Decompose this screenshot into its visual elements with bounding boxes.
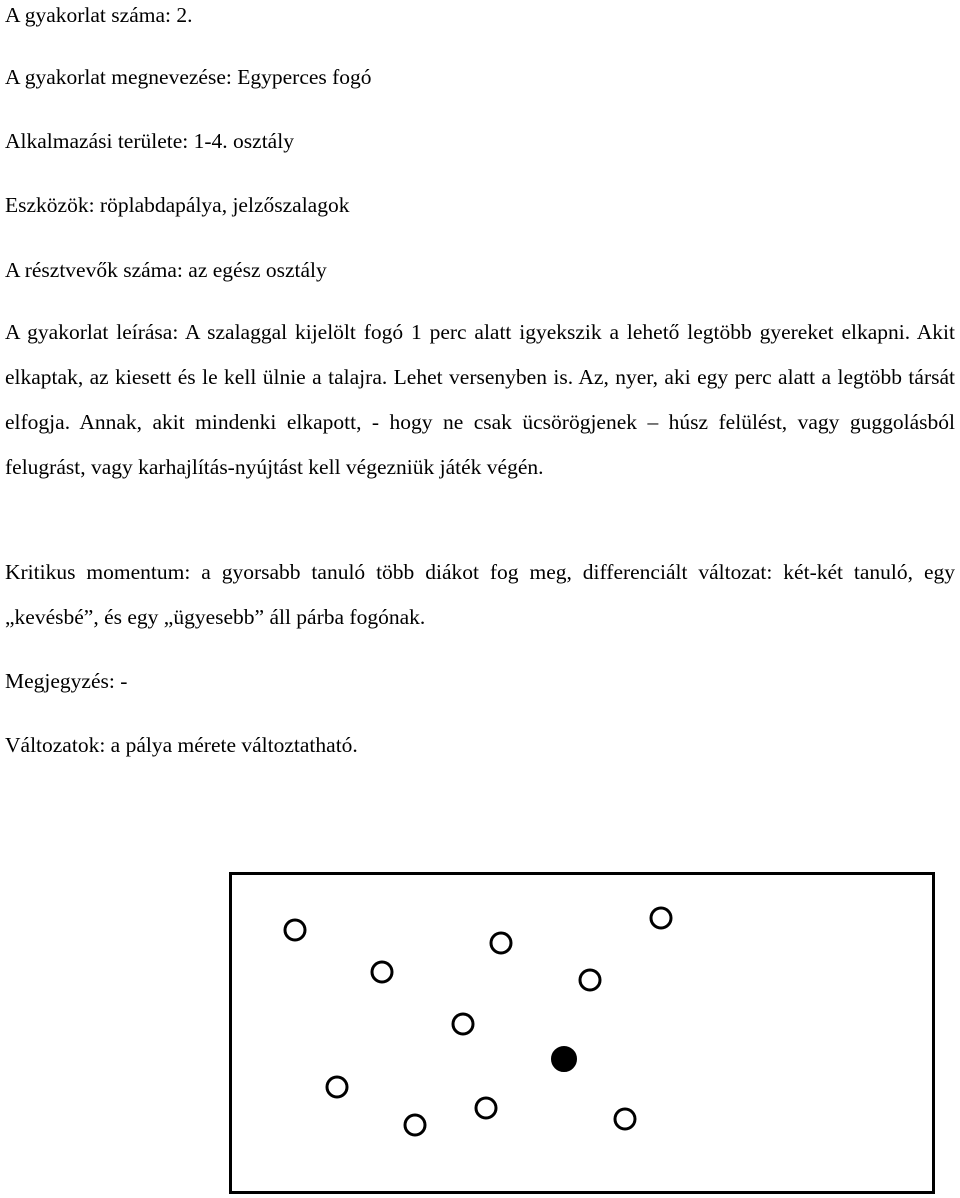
exercise-name: A gyakorlat megnevezése: Egyperces fogó [5, 65, 372, 89]
player-marker [405, 1115, 425, 1135]
player-marker [327, 1077, 347, 1097]
note: Megjegyzés: - [5, 669, 128, 693]
player-marker [476, 1098, 496, 1118]
player-marker [285, 920, 305, 940]
player-marker [491, 933, 511, 953]
player-marker [651, 908, 671, 928]
playing-field-diagram [229, 872, 935, 1194]
exercise-description: A gyakorlat leírása: A szalaggal kijelölt fogó 1 perc alatt igyekszik a lehető legtöbb gyereket elkapni. Akit elkaptak, az kiesett és le kell ülnie a talajra. Lehet versenyben is. Az, nyer, aki egy perc alatt a legtöbb társát elfogja. Annak, akit mindenki elkapott, - hogy ne csak ücsörögjenek – húsz felülést, vagy guggolásból felugrást, vagy karhajlítás-nyújtást kell végezniük játék végén. [5, 320, 955, 479]
tagger-marker [552, 1047, 576, 1071]
equipment: Eszközök: röplabdapálya, jelzőszalagok [5, 193, 350, 217]
exercise-number: A gyakorlat száma: 2. [5, 3, 193, 27]
application-area: Alkalmazási területe: 1-4. osztály [5, 129, 294, 153]
variants: Változatok: a pálya mérete változtatható. [5, 733, 358, 757]
player-marker [453, 1014, 473, 1034]
critical-moment: Kritikus momentum: a gyorsabb tanuló több diákot fog meg, differenciált változat: két-két tanuló, egy „kevésbé”, és egy „ügyesebb” áll párba fogónak. [5, 560, 955, 629]
player-marker [372, 962, 392, 982]
field-markers [232, 875, 932, 1191]
player-marker [580, 970, 600, 990]
player-marker [615, 1109, 635, 1129]
participant-count: A résztvevők száma: az egész osztály [5, 258, 327, 282]
